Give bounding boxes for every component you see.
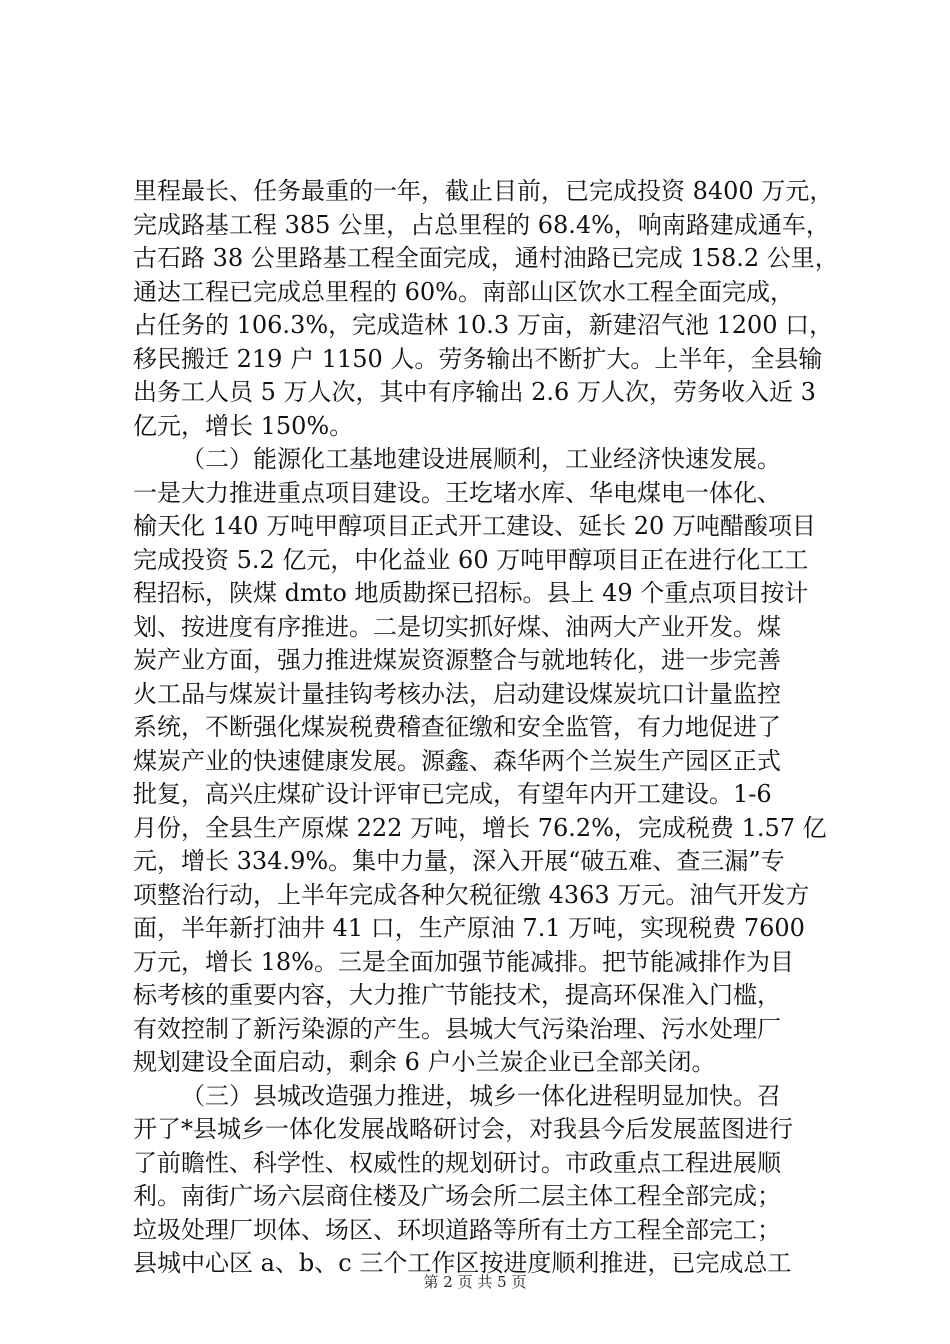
text-line: 火工品与煤炭计量挂钩考核办法，启动建设煤炭坑口计量监控: [133, 679, 781, 708]
text-line: 划、按进度有序推进。二是切实抓好煤、油两大产业开发。煤: [133, 612, 781, 641]
text-line: 垃圾处理厂坝体、场区、环坝道路等所有土方工程全部完工；: [133, 1215, 781, 1244]
text-line: 月份，全县生产原煤 222 万吨，增长 76.2%，完成税费 1.57 亿: [133, 813, 827, 842]
paragraph-county-urban-renewal: [133, 1080, 833, 1281]
text-line: 万元，增长 18%。三是全面加强节能减排。把节能减排作为目: [133, 947, 794, 976]
text-line: 批复，高兴庄煤矿设计评审已完成，有望年内开工建设。1-6: [133, 780, 772, 808]
text-line: 程招标，陕煤 dmto 地质勘探已招标。县上 49 个重点项目按计: [133, 579, 809, 607]
text-line: 系统，不断强化煤炭税费稽查征缴和安全监管，有力地促进了: [133, 713, 781, 741]
paragraph-energy-industry: [133, 443, 833, 1080]
text-line: 县城中心区 a、b、c 三个工作区按进度顺利推进，已完成总工: [133, 1249, 792, 1277]
text-line: 标考核的重要内容，大力推广节能技术，提高环保准入门槛，: [133, 981, 781, 1009]
text-line: 了前瞻性、科学性、权威性的规划研讨。市政重点工程进展顺: [133, 1148, 781, 1177]
text-line: 规划建设全面启动，剩余 6 户小兰炭企业已全部关闭。: [133, 1048, 716, 1076]
document-body: [133, 175, 839, 1281]
text-line: 古石路 38 公里路基工程全面完成，通村油路已完成 158.2 公里，: [133, 244, 839, 272]
text-line: 项整治行动，上半年完成各种欠税征缴 4363 万元。油气开发方: [133, 880, 810, 909]
text-line: 有效控制了新污染源的产生。县城大气污染治理、污水处理厂: [133, 1014, 781, 1043]
text-line: 完成投资 5.2 亿元，中化益业 60 万吨甲醇项目正在进行化工工: [133, 545, 809, 574]
text-line: 利。南街广场六层商住楼及广场会所二层主体工程全部完成；: [133, 1182, 781, 1210]
text-line: 榆天化 140 万吨甲醇项目正式开工建设、延长 20 万吨醋酸项目: [133, 512, 816, 540]
text-line: 开了*县城乡一体化发展战略研讨会，对我县今后发展蓝图进行: [133, 1115, 793, 1143]
paragraph-rural-development: [133, 175, 839, 443]
text-line: 元，增长 334.9%。集中力量，深入开展“破五难、查三漏”专: [133, 847, 785, 875]
text-line: 里程最长、任务最重的一年，截止目前，已完成投资 8400 万元，: [133, 177, 834, 205]
text-line: （二）能源化工基地建设进展顺利，工业经济快速发展。: [181, 445, 781, 473]
text-line: 一是大力推进重点项目建设。王圪堵水库、华电煤电一体化、: [133, 478, 781, 507]
text-line: （三）县城改造强力推进，城乡一体化进程明显加快。召: [181, 1081, 781, 1110]
text-line: 煤炭产业的快速健康发展。源鑫、森华两个兰炭生产园区正式: [133, 746, 781, 775]
text-line: 占任务的 106.3%，完成造林 10.3 万亩，新建沼气池 1200 口，: [133, 311, 834, 339]
text-line: 出务工人员 5 万人次，其中有序输出 2.6 万人次，劳务收入近 3: [133, 378, 816, 406]
text-line: 炭产业方面，强力推进煤炭资源整合与就地转化，进一步完善: [133, 646, 781, 674]
text-line: 亿元，增长 150%。: [133, 411, 354, 440]
text-line: 面，半年新打油井 41 口，生产原油 7.1 万吨，实现税费 7600: [133, 914, 805, 942]
page-number-footer: 第 2 页 共 5 页: [423, 1273, 527, 1291]
text-line: 移民搬迁 219 户 1150 人。劳务输出不断扩大。上半年，全县输: [133, 344, 823, 373]
text-line: 通达工程已完成总里程的 60%。南部山区饮水工程全面完成，: [133, 277, 794, 306]
text-line: 完成路基工程 385 公里，占总里程的 68.4%，响南路建成通车，: [133, 210, 830, 239]
